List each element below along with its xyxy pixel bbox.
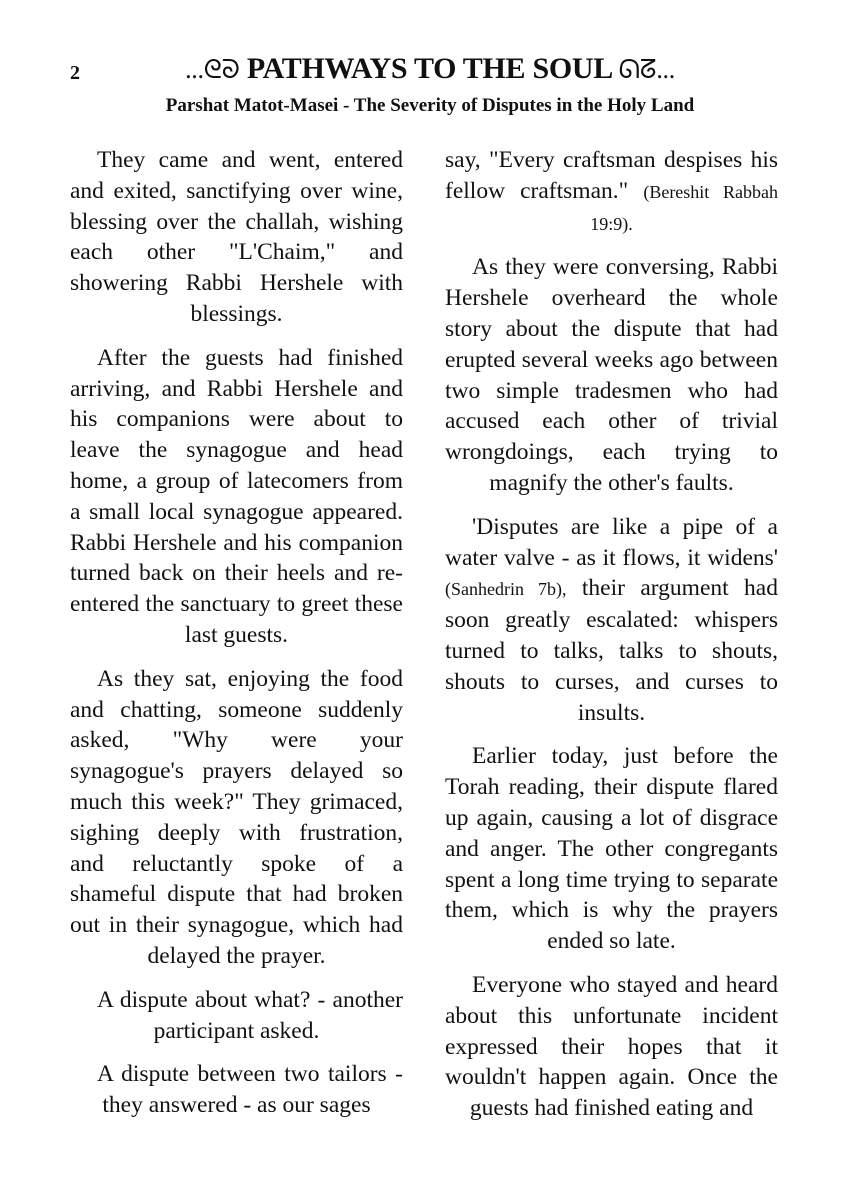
paragraph: Everyone who stayed and heard about this unfortunate incident expressed their hopes that it wouldn't happen again. Once the guests had finished eating and bbox=[445, 971, 778, 1122]
ornament-right-icon: ᘏᘔ... bbox=[618, 55, 675, 84]
left-column bbox=[70, 145, 403, 1134]
paragraph-text: 'Disputes are like a pipe of a water valve - as it flows, it widens' bbox=[445, 513, 778, 571]
paragraph: A dispute between two tailors - they answered - as our sages bbox=[97, 1061, 403, 1119]
paragraph-text: say, "Every craftsman despises his fellow craftsman." bbox=[445, 147, 778, 204]
paragraph: They came and went, entered and exited, sanctifying over wine, blessing over the challah, wishing each other "L'Chaim," and showering Rabbi Hershele with blessings. bbox=[70, 147, 403, 327]
article-subtitle: Parshat Matot-Masei - The Severity of Disputes in the Holy Land bbox=[165, 95, 695, 116]
citation: (Sanhedrin 7b), bbox=[445, 579, 567, 600]
paragraph-text: their argument had soon greatly escalated: whispers turned to talks, talks to shouts, shouts to curses, and curses to insults. bbox=[445, 575, 778, 726]
citation: (Bereshit Rabbah 19:9). bbox=[590, 181, 779, 234]
paragraph: As they were conversing, Rabbi Hershele overheard the whole story about the dispute that had erupted several weeks ago between two simple tradesmen who had accused each other of trivial wrongdoings, each trying to magnify the other's faults. bbox=[445, 254, 778, 496]
page-number: 2 bbox=[70, 62, 80, 84]
ornament-left-icon: ...ᘓᘐ bbox=[185, 55, 240, 84]
paragraph: Earlier today, just before the Torah reading, their dispute flared up again, causing a lot of disgrace and anger. The other congregants spent a long time trying to separate them, which is why the prayers ended so late. bbox=[445, 743, 778, 955]
paragraph: A dispute about what? - another participant asked. bbox=[97, 986, 403, 1044]
publication-title: PATHWAYS TO THE SOUL bbox=[246, 52, 612, 85]
paragraph: After the guests had finished arriving, and Rabbi Hershele and his companions were about to leave the synagogue and head home, a group of latecomers from a small local synagogue appeared. Rabbi Hershele and his companion turned back on their heels and re-entered the sanctuary to greet these last guests. bbox=[70, 344, 403, 648]
right-column bbox=[445, 145, 778, 1137]
paragraph bbox=[445, 512, 778, 729]
page-header-title bbox=[130, 52, 730, 86]
paragraph: As they sat, enjoying the food and chatting, someone suddenly asked, "Why were your synagogue's prayers delayed so much this week?" They grimaced, sighing deeply with frustration, and reluctantly spoke of a shameful dispute that had broken out in their synagogue, which had delayed the prayer. bbox=[70, 665, 403, 969]
paragraph bbox=[445, 145, 778, 239]
